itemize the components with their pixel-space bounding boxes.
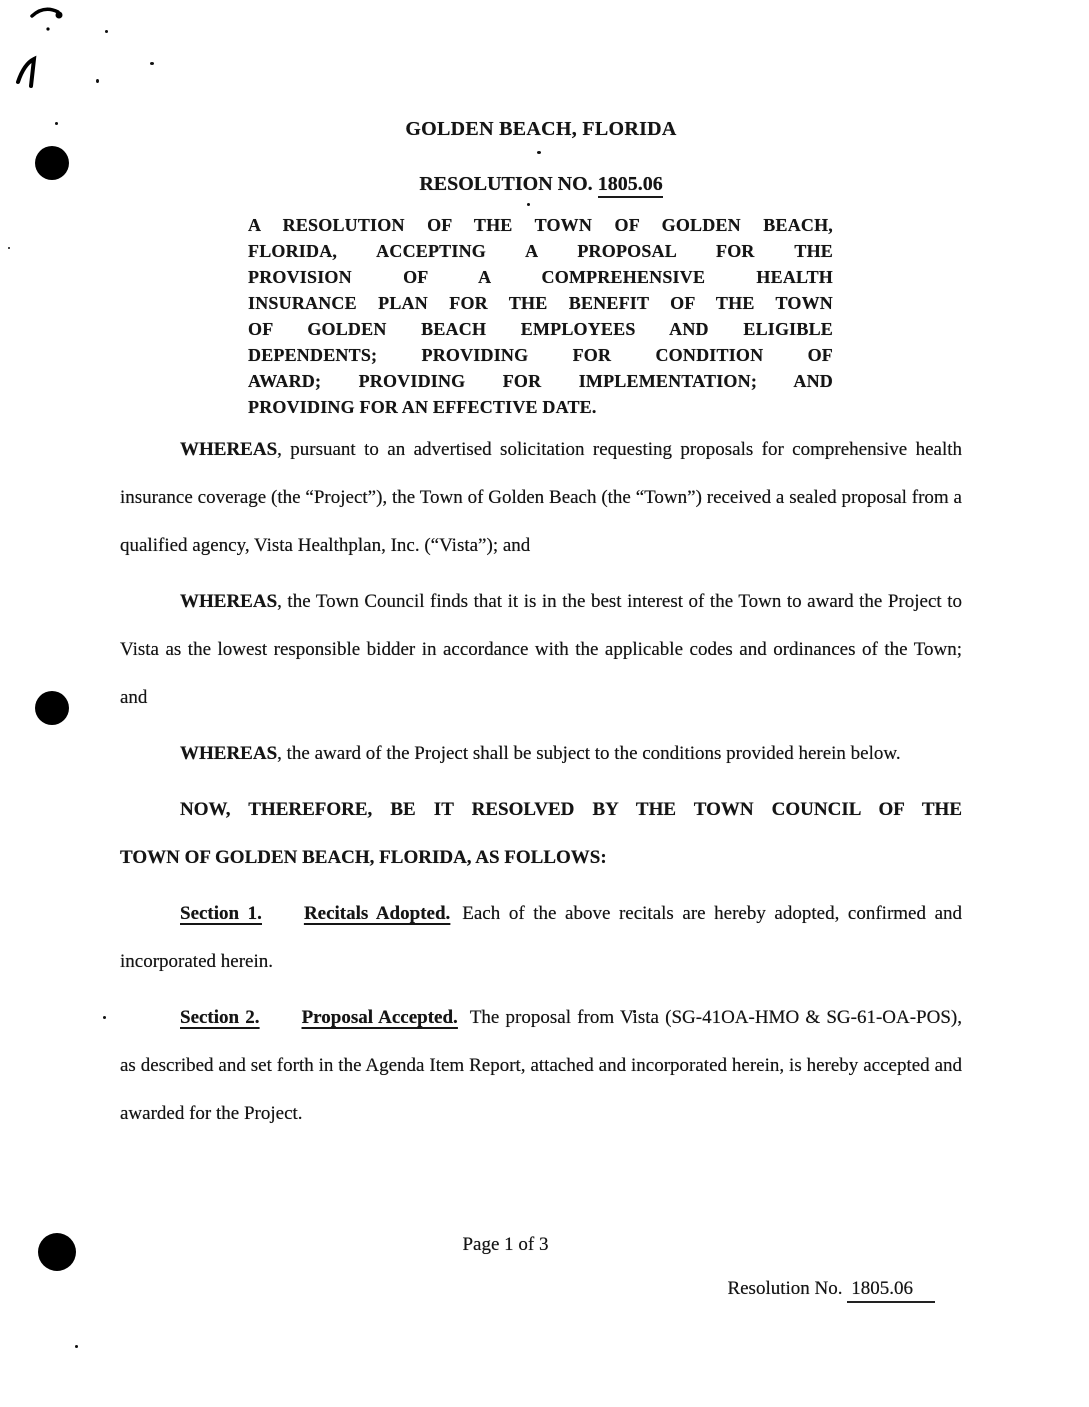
- whereas-lead: WHEREAS: [180, 591, 278, 612]
- footer-resolution-number: 1805.06: [847, 1278, 935, 1303]
- footer-resolution-reference: [727, 1278, 935, 1300]
- summary-line: AWARD; PROVIDING FOR IMPLEMENTATION; AND: [248, 371, 833, 391]
- summary-line: PROVIDING FOR AN EFFECTIVE DATE.: [248, 397, 597, 417]
- summary-line: DEPENDENTS; PROVIDING FOR CONDITION OF: [248, 345, 833, 365]
- page-indicator: Page 1 of 3: [462, 1234, 549, 1255]
- document-title: GOLDEN BEACH, FLORIDA: [405, 118, 677, 140]
- section-number: Section 1.: [180, 903, 262, 924]
- punch-hole-mark: [35, 691, 69, 725]
- section-text: Each of the above recitals are hereby adopted, confirmed and incorporated herein.: [120, 903, 962, 972]
- scan-speck: [96, 79, 99, 83]
- summary-line: A RESOLUTION OF THE TOWN OF GOLDEN BEACH,: [248, 215, 833, 235]
- recital-paragraph: [120, 578, 962, 722]
- section-heading: Proposal Accepted.: [301, 1007, 458, 1028]
- resolution-summary: [248, 212, 833, 420]
- recital-text: , pursuant to an advertised solicitation requesting proposals for comprehensive health insurance coverage (the “Project”), the Town of Golden Beach (the “Town”) received a sealed proposal from a qualified agency, Vista Healthplan, Inc. (“Vista”); and: [120, 439, 962, 556]
- recital-text: , the award of the Project shall be subject to the conditions provided herein below.: [277, 743, 901, 764]
- section-text: The proposal from Vista (SG-41OA-HMO & SG-61-OA-POS), as described and set forth in the Agenda Item Report, attached and incorporated herein, is hereby accepted and awarded for the Project.: [120, 1007, 962, 1124]
- summary-line: INSURANCE PLAN FOR THE BENEFIT OF THE TOWN: [248, 293, 833, 313]
- section-heading: Recitals Adopted.: [303, 903, 451, 924]
- whereas-lead: WHEREAS: [180, 439, 278, 460]
- scan-speck: [150, 62, 154, 65]
- recital-paragraph: [120, 426, 962, 570]
- section-number: Section 2.: [180, 1007, 260, 1028]
- scan-speck: [75, 1345, 78, 1348]
- document-body: [120, 118, 962, 1138]
- resolved-clause-line: TOWN OF GOLDEN BEACH, FLORIDA, AS FOLLOWS:: [120, 847, 607, 868]
- footer-resolution-label: Resolution No.: [727, 1278, 843, 1299]
- recital-text: , the Town Council finds that it is in the best interest of the Town to award the Project to Vista as the lowest responsible bidder in accordance with the applicable codes and ordinances of the Town; and: [120, 591, 962, 708]
- section-paragraph: [120, 994, 962, 1138]
- scan-speck: [103, 1016, 106, 1019]
- punch-hole-mark: [35, 146, 69, 180]
- section-paragraph: [120, 890, 962, 986]
- resolution-label: RESOLUTION NO.: [419, 173, 593, 195]
- scan-speck: [105, 30, 108, 33]
- scan-speck: [55, 122, 58, 125]
- whereas-lead: WHEREAS: [180, 743, 278, 764]
- pen-scribble-mark: [12, 2, 82, 97]
- scan-speck: [8, 247, 10, 249]
- summary-line: FLORIDA, ACCEPTING A PROPOSAL FOR THE: [248, 241, 833, 261]
- summary-line: PROVISION OF A COMPREHENSIVE HEALTH: [248, 267, 833, 287]
- resolved-clause-line: NOW, THEREFORE, BE IT RESOLVED BY THE TOWN COUNCIL OF THE: [180, 799, 962, 820]
- resolution-number-line: [120, 173, 962, 196]
- resolved-clause: [120, 786, 962, 882]
- summary-line: OF GOLDEN BEACH EMPLOYEES AND ELIGIBLE: [248, 319, 833, 339]
- resolution-number: 1805.06: [598, 173, 663, 198]
- recital-paragraph: [120, 730, 962, 778]
